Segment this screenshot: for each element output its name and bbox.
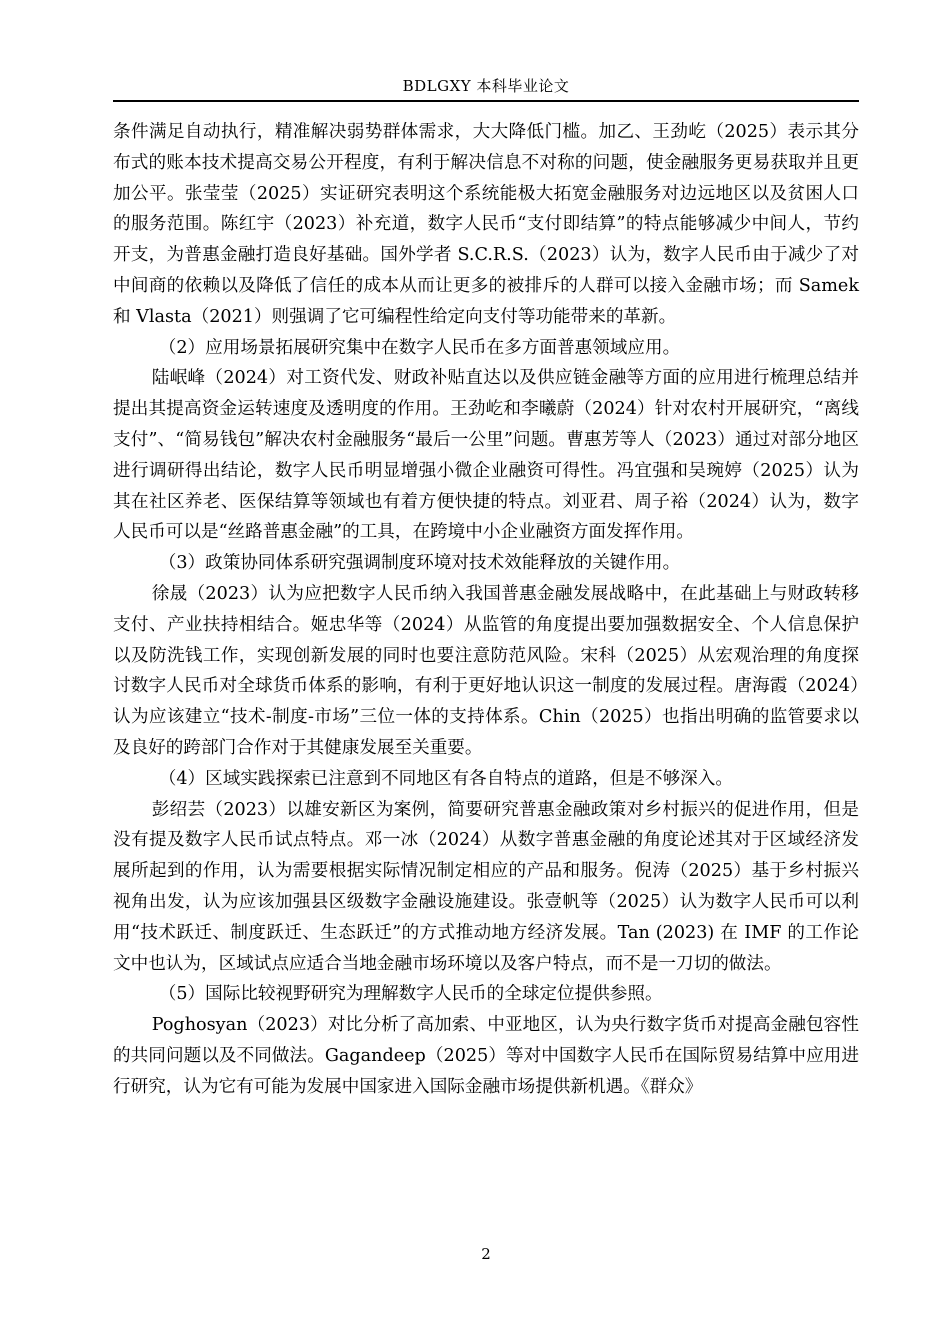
subheading-application-scenarios: （2）应用场景拓展研究集中在数字人民币在多方面普惠领域应用。 xyxy=(158,337,681,358)
paragraph-policy-coordination: 徐晟（2023）认为应把数字人民币纳入我国普惠金融发展战略中，在此基础上与财政转移支付、产业扶持相结合。姬忠华等（2024）从监管的角度提出要加强数据安全、个人信息保护以及防洗钱工作，实现创新发展的同时也要注意防范风险。宋科（2025）从宏观治理的角度探讨数字人民币对全球货币体系的影响，有利于更好地认识这一制度的发展过程。唐海霞（2024）认为应该建立“技术-制度-市场”三位一体的支持体系。Chin（2025）也指出明确的监管要求以及良好的跨部门合作对于其健康发展至关重要。 xyxy=(113,583,859,758)
subheading-regional-practice: （4）区域实践探索已注意到不同地区有各自特点的道路，但是不够深入。 xyxy=(158,768,733,789)
body-text xyxy=(113,117,859,1103)
paragraph-regional-practice: 彭绍芸（2023）以雄安新区为案例，简要研究普惠金融政策对乡村振兴的促进作用，但是没有提及数字人民币试点特点。邓一冰（2024）从数字普惠金融的角度论述其对于区域经济发展所起到的作用，认为需要根据实际情况制定相应的产品和服务。倪涛（2025）基于乡村振兴视角出发，认为应该加强县区级数字金融设施建设。张壹帆等（2025）认为数字人民币可以利用“技术跃迁、制度跃迁、生态跃迁”的方式推动地方经济发展。Tan (2023) 在 IMF 的工作论文中也认为，区域试点应适合当地金融市场环境以及客户特点，而不是一刀切的做法。 xyxy=(113,799,859,974)
header-rule xyxy=(113,100,859,102)
paragraph-continuation: 条件满足自动执行，精准解决弱势群体需求，大大降低门槛。加乙、王劲屹（2025）表示其分布式的账本技术提高交易公开程度，有利于解决信息不对称的问题，使金融服务更易获取并且更加公平。张莹莹（2025）实证研究表明这个系统能极大拓宽金融服务对边远地区以及贫困人口的服务范围。陈红宇（2023）补充道，数字人民币“支付即结算”的特点能够减少中间人，节约开支，为普惠金融打造良好基础。国外学者 S.C.R.S.（2023）认为，数字人民币由于减少了对中间商的依赖以及降低了信任的成本从而让更多的被排斥的人群可以接入金融市场；而 Samek 和 Vlasta（2021）则强调了它可编程性给定向支付等功能带来的革新。 xyxy=(113,122,859,327)
paragraph-international-comparison: Poghosyan（2023）对比分析了高加索、中亚地区，认为央行数字货币对提高金融包容性的共同问题以及不同做法。Gagandeep（2025）等对中国数字人民币在国际贸易结算中应用进行研究，认为它有可能为发展中国家进入国际金融市场提供新机遇。《群众》 xyxy=(113,1015,859,1097)
subheading-policy-coordination: （3）政策协同体系研究强调制度环境对技术效能释放的关键作用。 xyxy=(158,553,681,574)
paragraph-application-scenarios: 陆岷峰（2024）对工资代发、财政补贴直达以及供应链金融等方面的应用进行梳理总结并提出其提高资金运转速度及透明度的作用。王劲屹和李曦蔚（2024）针对农村开展研究，“离线支付”、“简易钱包”解决农村金融服务“最后一公里”问题。曹惠芳等人（2023）通过对部分地区进行调研得出结论，数字人民币明显增强小微企业融资可得性。冯宜强和吴琬婷（2025）认为其在社区养老、医保结算等领域也有着方便快捷的特点。刘亚君、周子裕（2024）认为，数字人民币可以是“丝路普惠金融”的工具，在跨境中小企业融资方面发挥作用。 xyxy=(113,368,859,543)
running-header: BDLGXY 本科毕业论文 xyxy=(402,77,570,95)
subheading-international-comparison: （5）国际比较视野研究为理解数字人民币的全球定位提供参照。 xyxy=(158,984,663,1005)
page-number: 2 xyxy=(481,1245,491,1263)
